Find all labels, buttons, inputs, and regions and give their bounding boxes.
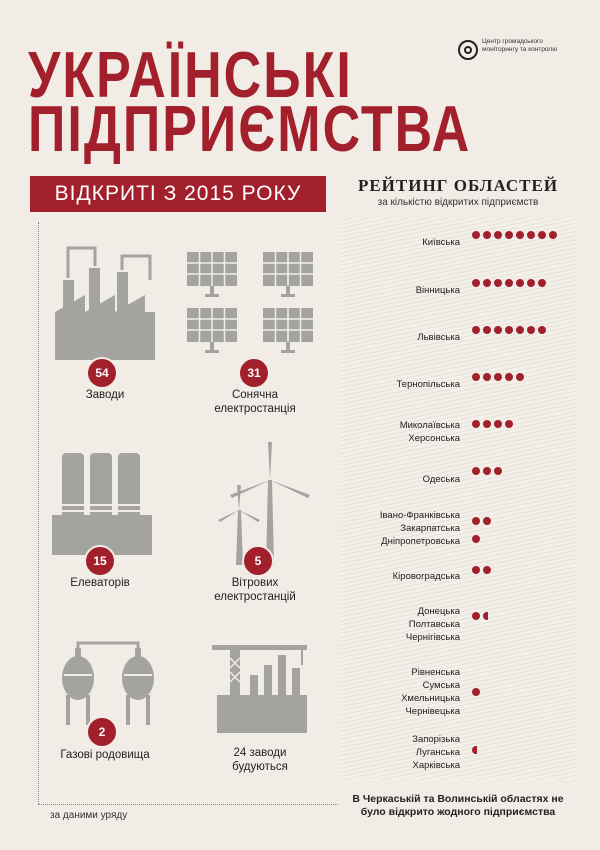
region-label: Одеська	[422, 474, 460, 485]
rank-dot	[494, 420, 502, 428]
dot-group	[472, 517, 502, 553]
rank-dot	[494, 373, 502, 381]
factory-icon	[55, 240, 155, 360]
rank-dot	[505, 231, 513, 239]
rank-dot	[505, 279, 513, 287]
dot-group	[472, 231, 572, 249]
region-label: Львівська	[417, 332, 460, 343]
rank-dot	[516, 373, 524, 381]
item-label: Сонячна електростанція	[214, 389, 296, 415]
region-label: Вінницька	[415, 285, 460, 296]
rank-dot	[538, 279, 546, 287]
solar-panel-icon	[185, 250, 325, 360]
dot-group	[472, 566, 502, 584]
rank-dot	[483, 279, 491, 287]
divider	[38, 222, 40, 804]
title-line-2: ПІДПРИЄМСТВА	[28, 93, 472, 166]
region-label: Кіровоградська	[392, 571, 460, 582]
ranking-title: РЕЙТИНГ ОБЛАСТЕЙ	[357, 176, 559, 195]
dot-group	[472, 420, 572, 438]
rank-dot	[483, 467, 491, 475]
rank-dot	[505, 373, 513, 381]
rank-dot	[549, 231, 557, 239]
ranking-note: В Черкаській та Волинській областях не було відкрито жодного підприємства	[352, 793, 564, 818]
item-label: Елеваторів	[70, 577, 130, 589]
dot-group	[472, 612, 491, 630]
rank-dot	[494, 326, 502, 334]
region-label: Київська	[422, 237, 460, 248]
source-note: за даними уряду	[50, 810, 128, 821]
item-label: Вітрових електростанцій	[214, 577, 296, 603]
rank-dot	[527, 326, 535, 334]
region-label: Тернопільська	[396, 379, 460, 390]
rank-dot	[494, 231, 502, 239]
rank-dot	[483, 231, 491, 239]
rank-dot	[483, 326, 491, 334]
dot-group	[472, 373, 572, 391]
count-badge: 5	[242, 545, 274, 577]
rank-dot	[472, 688, 480, 696]
rank-dot	[472, 467, 480, 475]
rank-dot	[472, 279, 480, 287]
region-label: Запорізька Луганська Харківська	[412, 734, 460, 771]
rank-dot	[494, 467, 502, 475]
rank-dot	[472, 535, 480, 543]
rank-dot	[483, 373, 491, 381]
ranking-subtitle: за кількістю відкритих підприємств	[377, 197, 539, 208]
count-badge: 31	[238, 357, 270, 389]
dot-group	[472, 279, 572, 297]
rank-dot	[483, 566, 491, 574]
dot-group	[472, 326, 572, 344]
dot-group	[472, 746, 480, 764]
rank-dot	[472, 326, 480, 334]
rank-dot	[472, 420, 480, 428]
item-label: Газові родовища	[60, 749, 150, 761]
title-line-1: УКРАЇНСЬКІ	[28, 39, 353, 112]
rank-dot	[472, 566, 480, 574]
count-badge: 15	[84, 545, 116, 577]
construction-icon	[212, 640, 312, 735]
region-label: Донецька Полтавська Чернігівська	[405, 606, 460, 643]
rank-dot-half	[472, 746, 477, 754]
region-label: Рівненська Сумська Хмельницька Чернівецька	[401, 667, 460, 717]
logo-icon	[458, 40, 478, 60]
region-label: Миколаївська Херсонська	[399, 420, 460, 444]
elevator-icon	[52, 445, 152, 555]
banner: ВІДКРИТІ З 2015 РОКУ	[30, 176, 326, 212]
rank-dot	[472, 517, 480, 525]
rank-dot-half	[483, 612, 488, 620]
divider	[38, 804, 338, 806]
rank-dot	[472, 373, 480, 381]
rank-dot	[483, 420, 491, 428]
logo-text: Центр громадського моніторингу та контролю	[482, 38, 558, 53]
rank-dot	[472, 231, 480, 239]
dot-group	[472, 688, 483, 706]
logo	[458, 38, 578, 68]
count-badge: 2	[86, 716, 118, 748]
rank-dot	[516, 231, 524, 239]
rank-dot	[516, 279, 524, 287]
region-label: Івано-Франківська Закарпатська Дніпропетровська	[379, 510, 460, 547]
rank-dot	[527, 231, 535, 239]
rank-dot	[472, 612, 480, 620]
rank-dot	[527, 279, 535, 287]
rank-dot	[538, 326, 546, 334]
rank-dot	[538, 231, 546, 239]
rank-dot	[483, 517, 491, 525]
item-label: Заводи	[85, 389, 125, 401]
rank-dot	[505, 326, 513, 334]
rank-dot	[505, 420, 513, 428]
rank-dot	[494, 279, 502, 287]
count-badge: 54	[86, 357, 118, 389]
dot-group	[472, 467, 505, 485]
rank-dot	[516, 326, 524, 334]
item-label: 24 заводи будуються	[232, 747, 288, 773]
